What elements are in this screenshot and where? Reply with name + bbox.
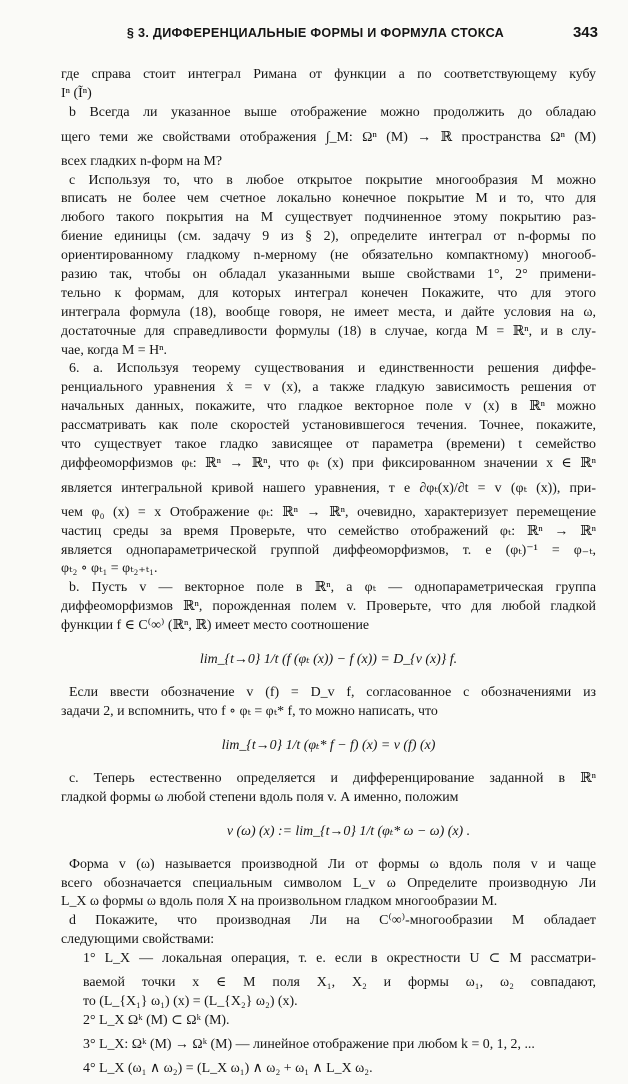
text-line: вписать не более чем счетное локально конечное покрытие M и то, что для — [61, 191, 596, 207]
text-line: 6. a. Используя теорему существования и единственности решения диффе- — [69, 361, 596, 377]
text-line: начальных данных, покажите, что гладкое векторное поле v (x) в ℝⁿ можно — [61, 399, 596, 415]
display-formula: lim_{t→0} 1/t (f (φₜ (x)) − f (x)) = D_{v (x)} f. — [199, 652, 458, 668]
text-line: частиц среды за время Проверьте, что семейство отображений φₜ: ℝⁿ → ℝⁿ — [61, 523, 596, 539]
text-line: Если ввести обозначение v (f) = D_v f, согласованное с обозначениями из — [69, 685, 596, 701]
text-line: b Всегда ли указанное выше отображение можно продолжить до обладаю — [69, 104, 596, 120]
list-item: 1° L_X — локальная операция, т. е. если в окрестности U ⊂ M рассматри- — [83, 951, 596, 967]
text-line: чем φ₀ (x) = x Отображение φₜ: ℝⁿ → ℝⁿ, очевидно, характеризует перемещение — [61, 504, 596, 520]
text-line: где справа стоит интеграл Римана от функции a по соответствующему кубу — [61, 67, 596, 82]
text-line: что существует такое гладко зависящее от параметра (времени) t семейство — [61, 437, 596, 453]
list-item: то (L_{X₁} ω₁) (x) = (L_{X₂} ω₂) (x). — [83, 993, 298, 1009]
text-line: диффеоморфизмов ℝⁿ, порожденная полем v. Проверьте, что для любой гладкой — [61, 599, 596, 615]
text-body — [61, 66, 596, 1084]
display-formula: lim_{t→0} 1/t (φₜ* f − f) (x) = v (f) (x) — [221, 737, 436, 753]
text-line: чае, когда M = Hⁿ. — [61, 342, 167, 358]
text-line: является однопараметрической группой диффеоморфизмов, т. е (φₜ)⁻¹ = φ₋ₜ, — [61, 542, 596, 558]
text-line: всего обозначается специальным символом L_v ω Определите производную Ли — [61, 875, 596, 891]
text-line: c. Теперь естественно определяется и дифференцирование заданной в ℝⁿ — [69, 770, 596, 786]
list-item: 4° L_X (ω₁ ∧ ω₂) = (L_X ω₁) ∧ ω₂ + ω₁ ∧ L_X ω₂. — [83, 1060, 373, 1076]
text-line: Форма v (ω) называется производной Ли от формы ω вдоль поля v и чаще — [69, 856, 596, 872]
text-line: тельно к формам, для которых интеграл конечен Покажите, что для этого — [61, 285, 596, 301]
text-line: задачи 2, и вспомнить, что f ∘ φₜ = φₜ* f, то можно написать, что — [61, 703, 438, 719]
text-line: диффеоморфизмов φₜ: ℝⁿ → ℝⁿ, что φₜ (x) при фиксированном значении x ∈ ℝⁿ — [61, 455, 596, 471]
text-line: интеграла формула (18), вообще говоря, не имеет места, и дайте условия на ω, — [61, 304, 596, 320]
text-line: гладкой формы ω любой степени вдоль поля v. А именно, положим — [61, 789, 459, 805]
text-line: L_X ω формы ω вдоль поля X на произвольном гладком многообразии M. — [61, 894, 498, 910]
section-title: § 3. ДИФФЕРЕНЦИАЛЬНЫЕ ФОРМЫ И ФОРМУЛА СТОКСА — [126, 26, 505, 40]
text-line: разию так, чтобы он обладал указанными выше свойствами 1°, 2° примени- — [61, 267, 596, 283]
properties-list — [61, 950, 596, 1084]
list-item: 2° L_X Ωᵏ (M) ⊂ Ωᵏ (M). — [83, 1012, 230, 1028]
text-line: следующими свойствами: — [61, 932, 215, 948]
text-line: Iⁿ (Ĩⁿ) — [61, 85, 92, 101]
text-line: b. Пусть v — векторное поле в ℝⁿ, а φₜ — однопараметрическая группа — [69, 580, 596, 596]
running-header — [58, 24, 598, 50]
list-item: 3° L_X: Ωᵏ (M) → Ωᵏ (M) — линейное отображение при любом k = 0, 1, 2, ... — [83, 1036, 535, 1052]
text-line: биение единицы (см. задачу 9 из § 2), определите интеграл от n-формы по — [61, 229, 596, 245]
text-line: щего теми же свойствами отображения ∫_M: Ωⁿ (M) → ℝ пространства Ωⁿ (M) — [61, 129, 596, 145]
list-item: ваемой точки x ∈ M поля X₁, X₂ и формы ω₁, ω₂ совпадают, — [83, 975, 596, 991]
page-number: 343 — [572, 24, 598, 41]
text-line: рассматривать как поле скоростей установившегося течения. Точнее, покажите, — [61, 418, 596, 434]
text-line: является интегральной кривой нашего уравнения, т е ∂φₜ(x)/∂t = v (φₜ (x)), при- — [61, 480, 596, 496]
text-line: d Покажите, что производная Ли на C⁽∞⁾-многообразии M обладает — [69, 913, 596, 929]
display-formula: v (ω) (x) := lim_{t→0} 1/t (φₜ* ω − ω) (x) . — [226, 823, 471, 839]
text-line: c Используя то, что в любое открытое покрытие многообразия M можно — [69, 172, 596, 188]
text-line: всех гладких n-форм на M? — [61, 153, 223, 169]
text-line: ренциального уравнения ẋ = v (x), а также гладкую зависимость решения от — [61, 380, 596, 396]
text-line: функции f ∈ C⁽∞⁾ (ℝⁿ, ℝ) имеет место соотношение — [61, 618, 370, 634]
text-line: φₜ₂ ∘ φₜ₁ = φₜ₂₊ₜ₁. — [61, 561, 158, 577]
text-line: ориентированному гладкому n-мерному (не обязательно компактному) многооб- — [61, 248, 596, 264]
text-line: любого такого покрытия на M существует подчиненное этому покрытию раз- — [61, 210, 596, 226]
text-line: достаточные для справедливости формулы (18) в случае, когда M = ℝⁿ, и в слу- — [61, 323, 596, 339]
